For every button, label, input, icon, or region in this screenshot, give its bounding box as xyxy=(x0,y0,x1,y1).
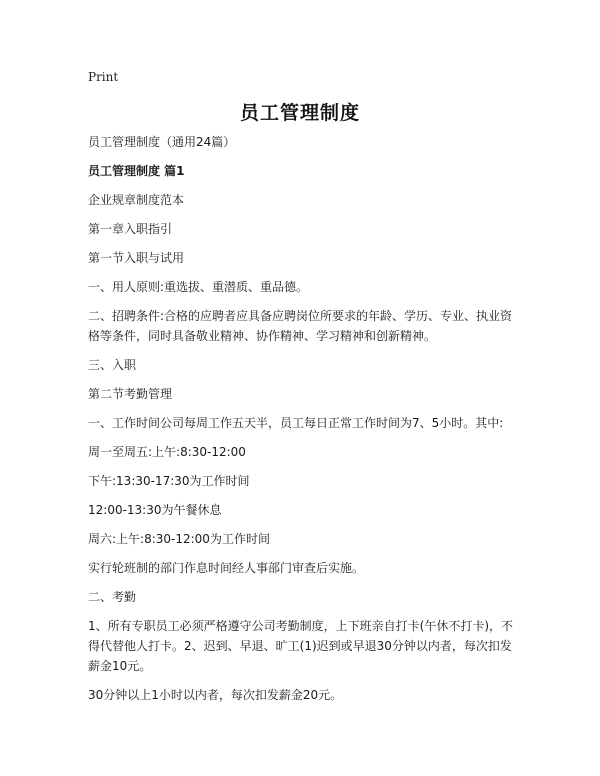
paragraph: 1、所有专职员工必须严格遵守公司考勤制度，上下班亲自打卡(午休不打卡)，不得代替他人打卡。2、迟到、早退、旷工(1)迟到或早退30分钟以内者，每次扣发薪金10元。 xyxy=(88,619,514,673)
paragraph: 二、招聘条件:合格的应聘者应具备应聘岗位所要求的年龄、学历、专业、执业资格等条件，同时具备敬业精神、协作精神、学习精神和创新精神。 xyxy=(88,309,513,343)
paragraph: 30分钟以上1小时以内者，每次扣发薪金20元。 xyxy=(88,688,343,702)
paragraph: 第一章入职指引 xyxy=(88,222,173,236)
paragraph: 下午:13:30-17:30为工作时间 xyxy=(88,474,250,488)
paragraph: 12:00-13:30为午餐休息 xyxy=(88,503,222,517)
paragraph: 第一节入职与试用 xyxy=(88,251,185,265)
document-title: 员工管理制度 xyxy=(239,102,360,124)
section-heading: 员工管理制度 篇1 xyxy=(88,164,185,178)
paragraph: 第二节考勤管理 xyxy=(88,387,173,401)
paragraph: 一、工作时间公司每周工作五天半，员工每日正常工作时间为7、5小时。其中: xyxy=(88,416,504,430)
print-label: Print xyxy=(88,70,119,84)
paragraph: 一、用人原则:重选拔、重潜质、重品德。 xyxy=(88,280,309,294)
paragraph: 三、入职 xyxy=(88,358,137,372)
paragraph: 实行轮班制的部门作息时间经人事部门审查后实施。 xyxy=(88,561,365,575)
document-body xyxy=(88,132,520,714)
paragraph: 周一至周五:上午:8:30-12:00 xyxy=(88,445,246,459)
paragraph: 企业规章制度范本 xyxy=(88,193,185,207)
paragraph: 二、考勤 xyxy=(88,590,137,604)
paragraph: 周六:上午:8:30-12:00为工作时间 xyxy=(88,532,270,546)
paragraph: 员工管理制度（通用24篇） xyxy=(88,135,236,149)
